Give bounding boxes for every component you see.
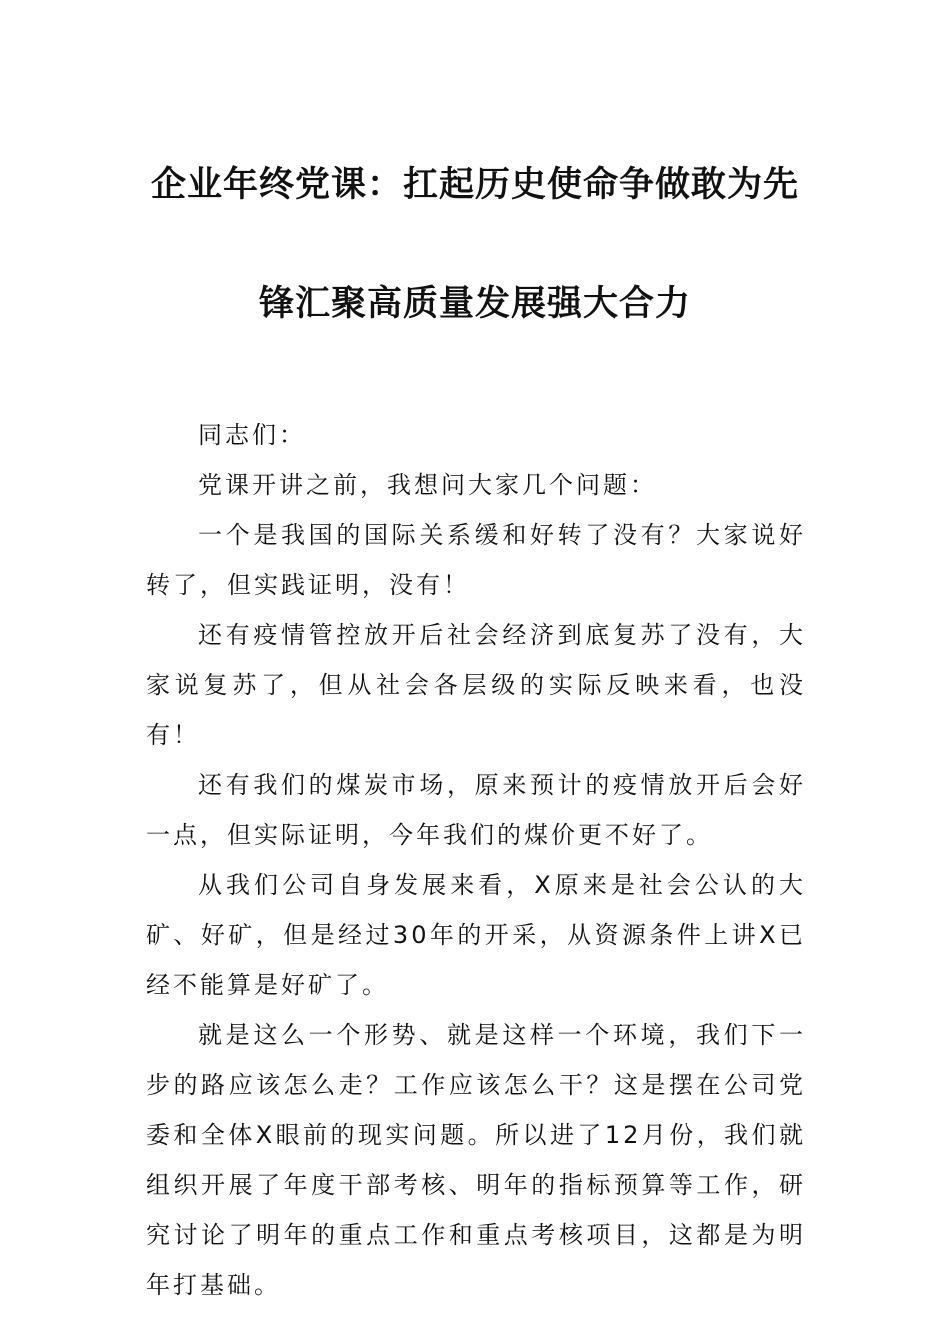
paragraph-6: 就是这么一个形势、就是这样一个环境，我们下一步的路应该怎么走？工作应该怎么干？这是摆在公司党委和全体X眼前的现实问题。所以进了12月份，我们就组织开展了年度干部考核、明年的指标预算等工作，研究讨论了明年的重点工作和重点考核项目，这都是为明年打基础。 bbox=[146, 1021, 806, 1299]
paragraph-4: 还有我们的煤炭市场，原来预计的疫情放开后会好一点，但实际证明，今年我们的煤价更不好了。 bbox=[146, 771, 806, 849]
document-body bbox=[146, 410, 806, 1310]
paragraph-5: 从我们公司自身发展来看，X原来是社会公认的大矿、好矿，但是经过30年的开采，从资源条件上讲X已经不能算是好矿了。 bbox=[146, 871, 806, 999]
salutation: 同志们： bbox=[198, 421, 306, 449]
document-title-line-2: 锋汇聚高质量发展强大合力 bbox=[258, 283, 691, 324]
paragraph-1: 党课开讲之前，我想问大家几个问题： bbox=[198, 471, 657, 499]
paragraph-3: 还有疫情管控放开后社会经济到底复苏了没有，大家说复苏了，但从社会各层级的实际反映来看，也没有！ bbox=[146, 621, 806, 749]
paragraph-2: 一个是我国的国际关系缓和好转了没有？大家说好转了，但实践证明，没有！ bbox=[146, 521, 806, 599]
document-title-line-1: 企业年终党课：扛起历史使命争做敢为先 bbox=[150, 164, 799, 205]
